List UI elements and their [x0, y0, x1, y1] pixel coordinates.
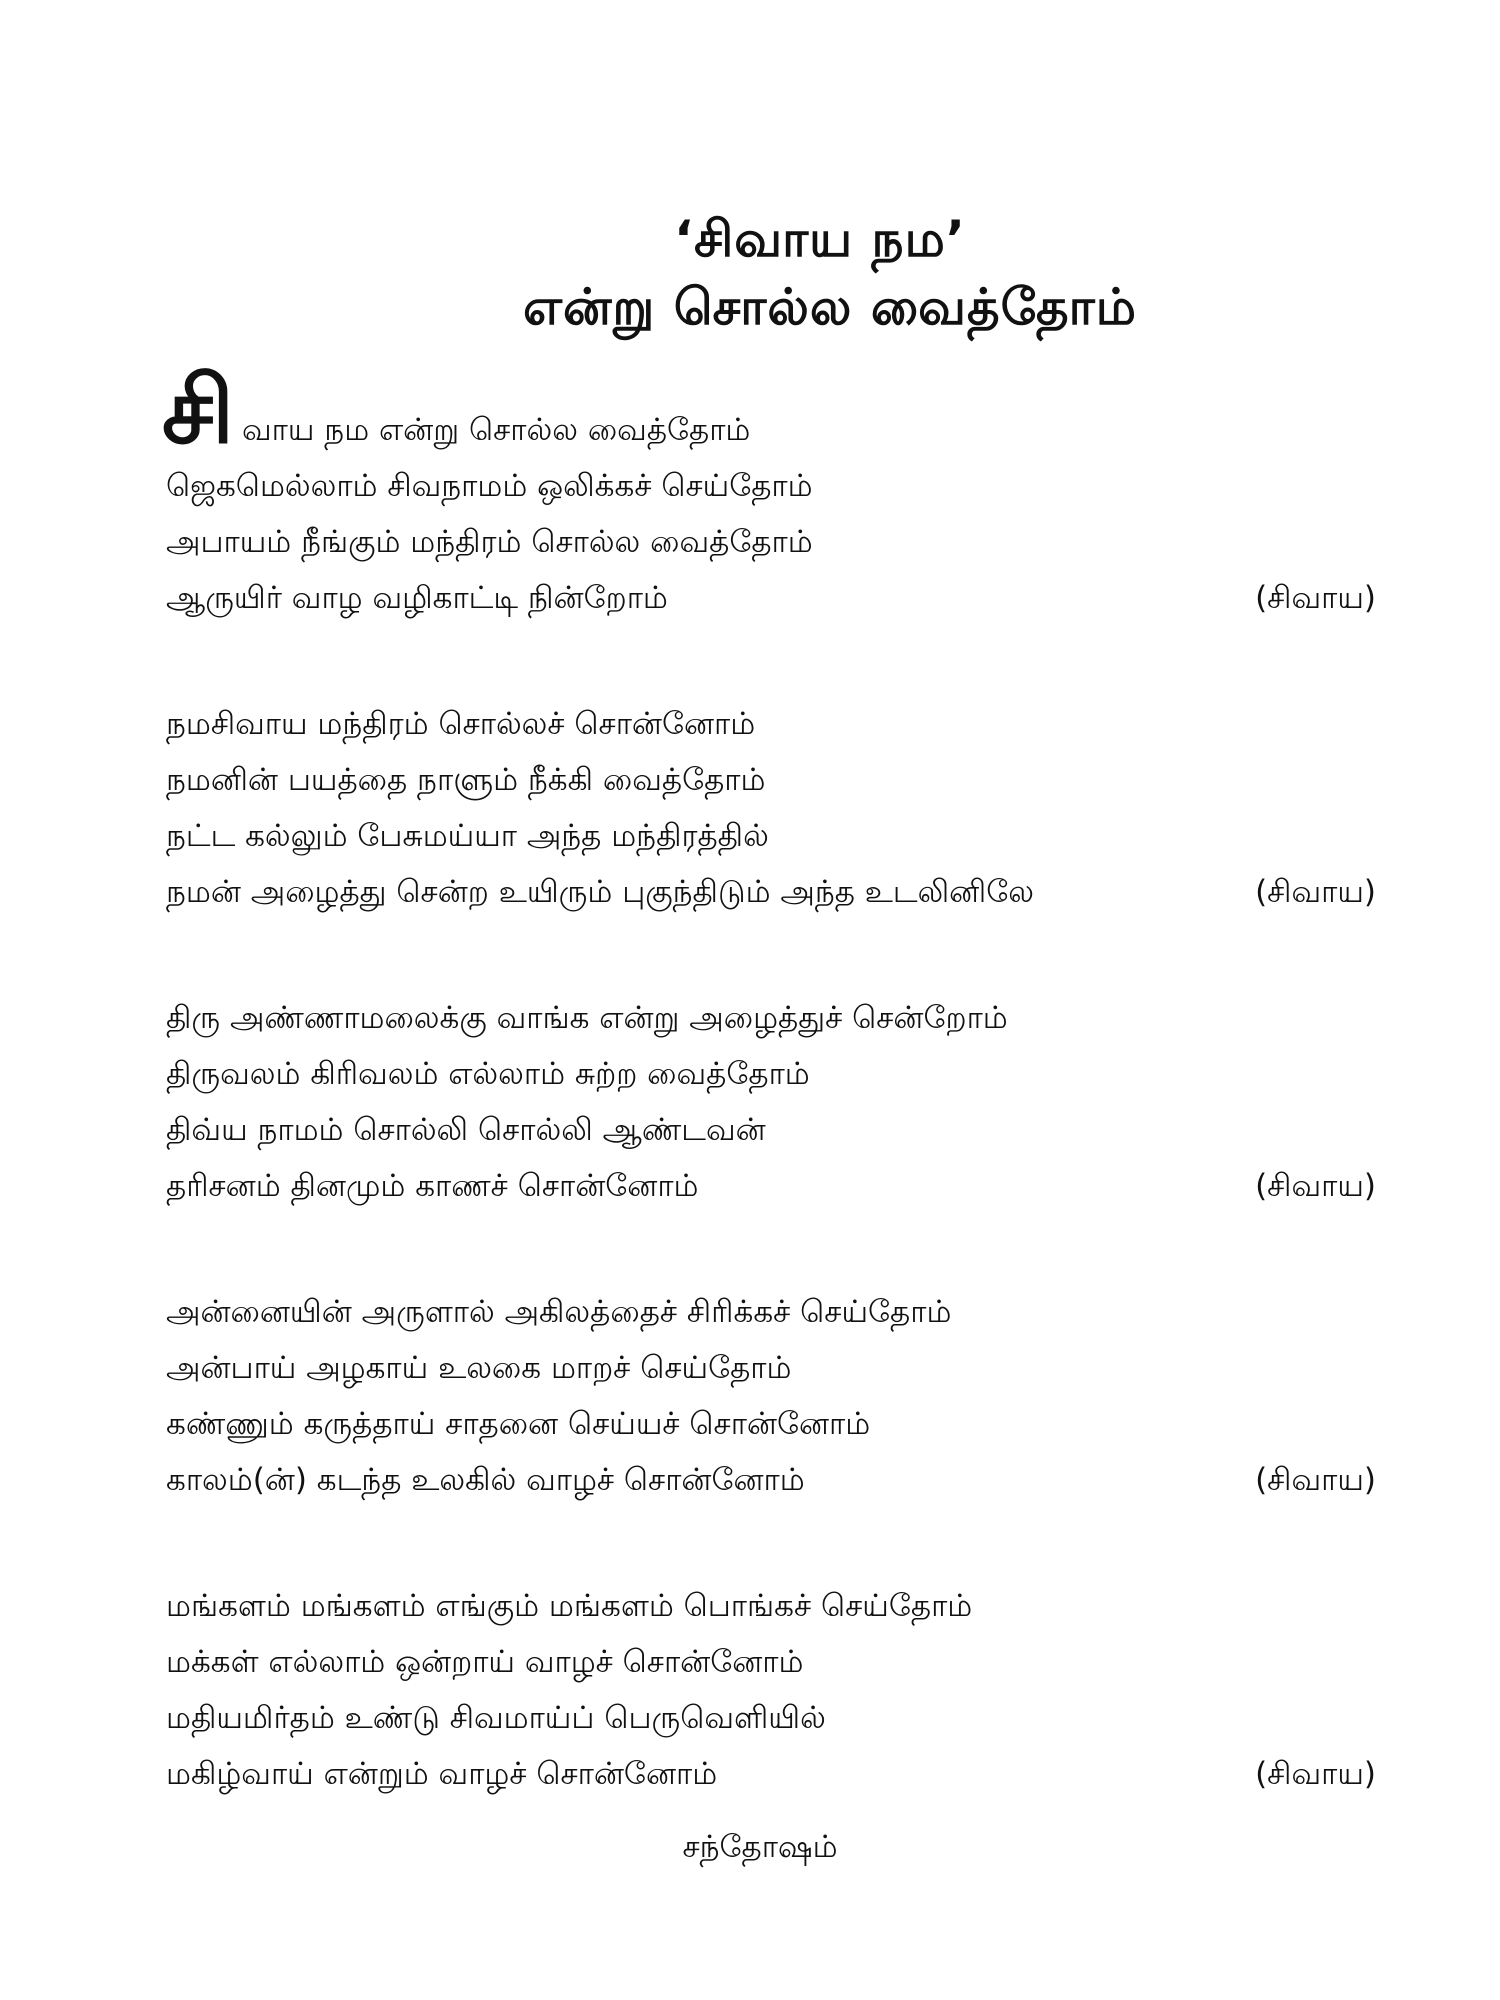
poem-line: [166, 1452, 1376, 1508]
poem-line: [166, 696, 1376, 752]
poem-line: [162, 357, 1376, 464]
poem-line-text: அபாயம் நீங்கும் மந்திரம் சொல்ல வைத்தோம்: [166, 524, 813, 560]
poem-line-text: மக்கள் எல்லாம் ஒன்றாய் வாழச் சொன்னோம்: [166, 1644, 804, 1680]
author-name: சந்தோஷம்: [682, 1829, 838, 1865]
poem-line-text: நமன் அழைத்து சென்ற உயிரும் புகுந்திடும் அந்த உடலினிலே: [166, 874, 1034, 910]
poem-body: [162, 357, 1376, 1872]
poem-line: [166, 458, 1376, 514]
poem-line: [166, 808, 1376, 864]
poem-line: [166, 1340, 1376, 1396]
refrain-marker: (சிவாய): [1255, 1462, 1376, 1498]
refrain-marker: (சிவாய): [1255, 1756, 1376, 1792]
poem-line: [166, 514, 1376, 570]
poem-line-text: மதியமிர்தம் உண்டு சிவமாய்ப் பெருவெளியில்: [166, 1700, 826, 1736]
stanza-2: [166, 696, 1376, 920]
poem-line-text: ஆருயிர் வாழ வழிகாட்டி நின்றோம்: [166, 580, 668, 616]
refrain-marker: (சிவாய): [1255, 580, 1376, 616]
poem-line-text: திரு அண்ணாமலைக்கு வாங்க என்று அழைத்துச் சென்றோம்: [166, 1000, 1008, 1036]
poem-line-text: அன்பாய் அழகாய் உலகை மாறச் செய்தோம்: [166, 1350, 792, 1386]
poem-line: [166, 752, 1376, 808]
refrain-marker: (சிவாய): [1255, 874, 1376, 910]
song-title: [0, 205, 1500, 341]
poem-line-text: காலம்(ன்) கடந்த உலகில் வாழச் சொன்னோம்: [166, 1462, 805, 1498]
title-line-2: என்று சொல்ல வைத்தோம்: [522, 278, 1137, 336]
poem-line: [166, 1158, 1376, 1214]
poem-line-text: திவ்ய நாமம் சொல்லி சொல்லி ஆண்டவன்: [166, 1112, 766, 1148]
poem-line: [166, 1102, 1376, 1158]
poem-line: [166, 1284, 1376, 1340]
poem-line: [166, 1746, 1376, 1802]
poem-line-text: நமனின் பயத்தை நாளும் நீக்கி வைத்தோம்: [166, 762, 766, 798]
poem-line: [166, 1046, 1376, 1102]
poem-line-text: ஜெகமெல்லாம் சிவநாமம் ஒலிக்கச் செய்தோம்: [166, 468, 813, 504]
poem-line-text: நட்ட கல்லும் பேசுமய்யா அந்த மந்திரத்தில்: [166, 818, 769, 854]
poem-line-text: நமசிவாய மந்திரம் சொல்லச் சொன்னோம்: [166, 706, 756, 742]
poem-line-text: மகிழ்வாய் என்றும் வாழச் சொன்னோம்: [166, 1756, 718, 1792]
poem-line: [166, 1396, 1376, 1452]
stanza-4: [166, 1284, 1376, 1508]
poem-line-text: திருவலம் கிரிவலம் எல்லாம் சுற்ற வைத்தோம்: [166, 1056, 810, 1092]
poem-line-text: வாய நம என்று சொல்ல வைத்தோம்: [242, 412, 751, 448]
refrain-marker: (சிவாய): [1255, 1168, 1376, 1204]
poem-line: [166, 1690, 1376, 1746]
poem-line-text: மங்களம் மங்களம் எங்கும் மங்களம் பொங்கச் செய்தோம்: [166, 1588, 973, 1624]
poem-line: [166, 1578, 1376, 1634]
title-line-1: ‘சிவாய நம’: [674, 210, 966, 268]
poem-line-text: அன்னையின் அருளால் அகிலத்தைச் சிரிக்கச் செய்தோம்: [166, 1294, 952, 1330]
stanza-1: [162, 357, 1376, 626]
poem-line: [166, 864, 1376, 920]
poem-line: [166, 570, 1376, 626]
poem-line: [166, 990, 1376, 1046]
drop-cap: சி: [162, 357, 235, 464]
poem-line-text: தரிசனம் தினமும் காணச் சொன்னோம்: [166, 1168, 699, 1204]
stanza-5: [166, 1578, 1376, 1802]
poem-line: [166, 1634, 1376, 1690]
poem-line-text: கண்ணும் கருத்தாய் சாதனை செய்யச் சொன்னோம்: [166, 1406, 871, 1442]
stanza-3: [166, 990, 1376, 1214]
